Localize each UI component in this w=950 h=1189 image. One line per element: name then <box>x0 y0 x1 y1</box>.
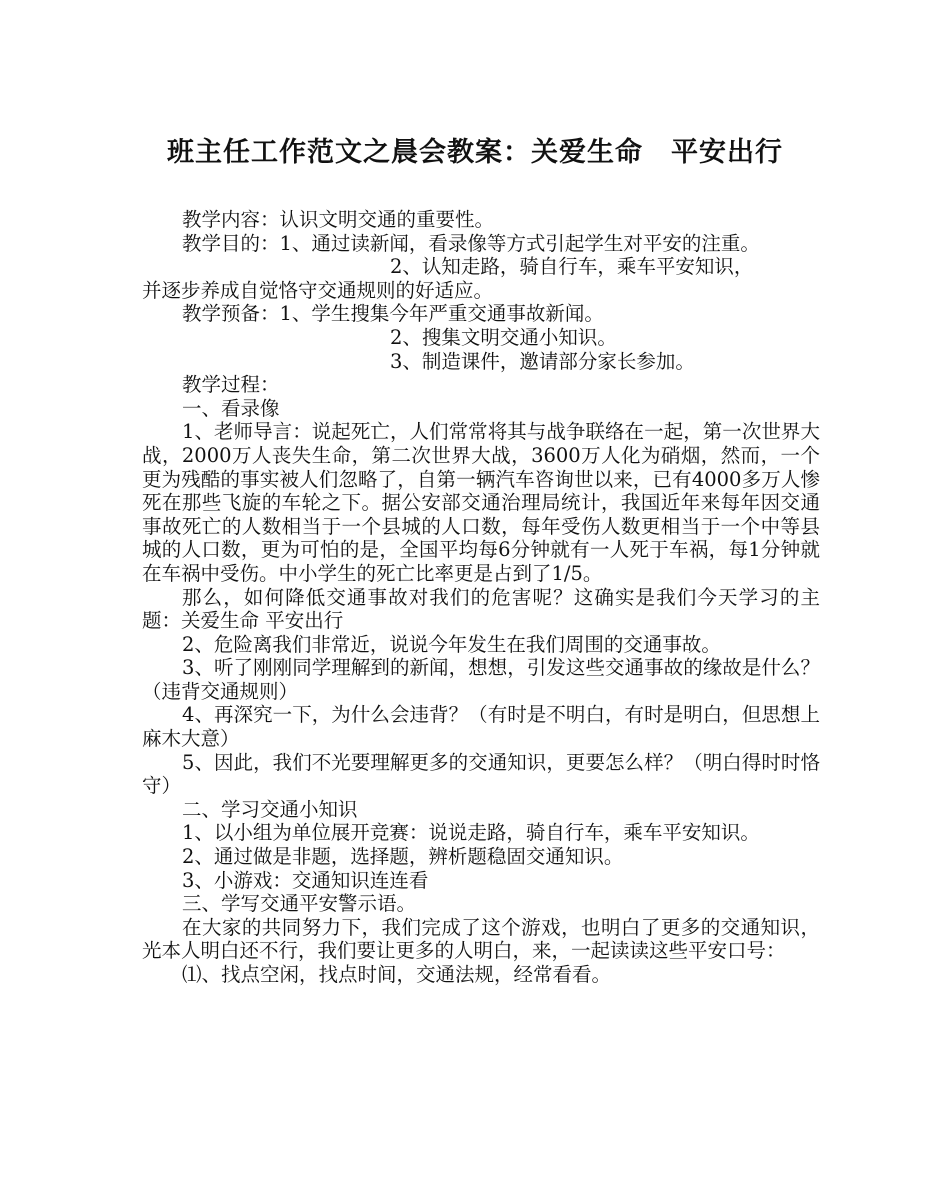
paragraph: 2、危险离我们非常近，说说今年发生在我们周围的交通事故。 <box>182 632 721 656</box>
paragraph: 二、学习交通小知识 <box>182 797 358 821</box>
paragraph: 三、学写交通平安警示语。 <box>182 892 417 916</box>
paragraph: 2、认知走路，骑自行车，乘车平安知识， <box>390 255 754 279</box>
paragraph: 1、老师导言：说起死亡，人们常常将其与战争联络在一起，第一次世界大战，2000万人丧失生命，第二次世界大战，3600万人化为硝烟，然而，一个更为残酷的事实被人们忽略了，自第一辆汽车咨询世以来，已有4000多万人惨死在那些飞旋的车轮之下。据公安部交通治理局统计，我国近年来每年因交通事故死亡的人数相当于一个县城的人口数，每年受伤人数更相当于一个中等县城的人口数，更为可怕的是，全国平均每6分钟就有一人死于车祸，每1分钟就在车祸中受伤。中小学生的死亡比率更是占到了1/5。 <box>142 420 820 585</box>
document-body <box>142 208 820 987</box>
paragraph: 3、制造课件，邀请部分家长参加。 <box>390 349 695 373</box>
paragraph: 教学预备：1、学生搜集今年严重交通事故新闻。 <box>182 302 604 326</box>
paragraph: 在大家的共同努力下，我们完成了这个游戏，也明白了更多的交通知识，光本人明白还不行，我们要让更多的人明白，来，一起读读这些平安口号： <box>142 915 820 963</box>
paragraph: 教学过程： <box>182 373 280 397</box>
paragraph: 5、因此，我们不光要理解更多的交通知识，更要怎么样？（明白得时时恪守） <box>142 750 820 798</box>
paragraph: 并逐步养成自觉恪守交通规则的好适应。 <box>142 278 494 302</box>
paragraph: 教学内容：认识文明交通的重要性。 <box>182 208 495 231</box>
paragraph: 4、再深究一下，为什么会违背？（有时是不明白，有时是明白，但思想上麻木大意） <box>142 703 820 751</box>
paragraph: 2、搜集文明交通小知识。 <box>390 325 617 349</box>
paragraph: 教学目的：1、通过读新闻，看录像等方式引起学生对平安的注重。 <box>182 231 760 255</box>
paragraph: 那么，如何降低交通事故对我们的危害呢？这确实是我们今天学习的主题：关爱生命 平安出行 <box>142 585 820 633</box>
paragraph: 1、以小组为单位展开竞赛：说说走路，骑自行车，乘车平安知识。 <box>182 821 760 845</box>
document-title: 班主任工作范文之晨会教案：关爱生命 平安出行 <box>167 137 783 168</box>
paragraph: 一、看录像 <box>182 396 280 420</box>
paragraph: ⑴、找点空闲，找点时间，交通法规，经常看看。 <box>182 963 612 986</box>
paragraph: 3、小游戏：交通知识连连看 <box>182 868 429 892</box>
paragraph: 2、通过做是非题，选择题，辨析题稳固交通知识。 <box>182 845 624 869</box>
paragraph: 3、听了刚刚同学理解到的新闻，想想，引发这些交通事故的缘故是什么？（违背交通规则） <box>142 656 820 703</box>
